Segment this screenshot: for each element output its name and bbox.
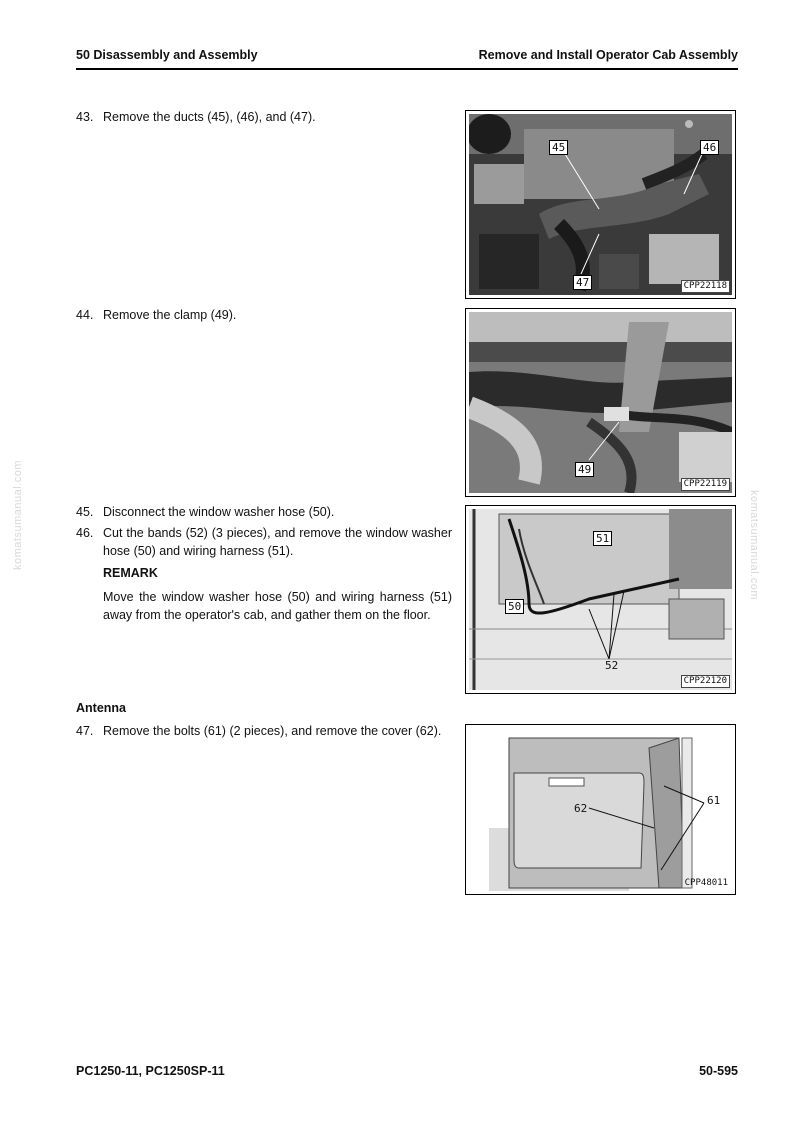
ducts-photo [469, 114, 732, 295]
figure-washer-hose [465, 505, 736, 694]
step-46 [76, 524, 452, 560]
watermark-left: komatsumanual.com [12, 460, 24, 570]
callout-49: 49 [575, 462, 594, 477]
callout-62: 62 [574, 802, 588, 815]
step-number: 44. [76, 308, 94, 322]
step-text: Cut the bands (52) (3 pieces), and remove the window washer hose (50) and wiring harness (51). [103, 526, 452, 558]
chapter-title: 50 Disassembly and Assembly [76, 48, 258, 62]
step-45 [76, 503, 452, 521]
watermark-right: komatsumanual.com [748, 490, 760, 600]
figure-ducts [465, 110, 736, 299]
step-number: 46. [76, 526, 94, 540]
callout-47: 47 [573, 275, 592, 290]
figure-cover [465, 724, 736, 895]
remark-title: REMARK [103, 566, 158, 580]
step-text: Remove the ducts (45), (46), and (47). [103, 110, 316, 124]
step-number: 45. [76, 505, 94, 519]
figure-id: CPP48011 [684, 878, 728, 888]
step-number: 47. [76, 724, 94, 738]
page-header [76, 48, 738, 70]
cover-drawing [469, 728, 732, 891]
footer-models: PC1250-11, PC1250SP-11 [76, 1064, 225, 1078]
callout-45: 45 [549, 140, 568, 155]
callout-46: 46 [700, 140, 719, 155]
callout-61: 61 [707, 794, 721, 807]
step-44 [76, 306, 452, 324]
step-47 [76, 722, 452, 740]
section-heading: Remove and Install Operator Cab Assembly [478, 48, 738, 62]
callout-50: 50 [505, 599, 524, 614]
remark-body: Move the window washer hose (50) and wiring harness (51) away from the operator's cab, and gather them on the floor. [103, 590, 452, 622]
step-43 [76, 108, 452, 126]
step-text: Remove the bolts (61) (2 pieces), and remove the cover (62). [103, 724, 442, 738]
footer-page-number: 50-595 [699, 1064, 738, 1078]
figure-id: CPP22119 [681, 478, 730, 491]
step-text: Disconnect the window washer hose (50). [103, 505, 335, 519]
figure-clamp [465, 308, 736, 497]
figure-id: CPP22118 [681, 280, 730, 293]
step-text: Remove the clamp (49). [103, 308, 237, 322]
clamp-photo [469, 312, 732, 493]
figure-id: CPP22120 [681, 675, 730, 688]
callout-52: 52 [605, 659, 619, 672]
callout-51: 51 [593, 531, 612, 546]
section-title-antenna: Antenna [76, 701, 126, 715]
step-number: 43. [76, 110, 94, 124]
